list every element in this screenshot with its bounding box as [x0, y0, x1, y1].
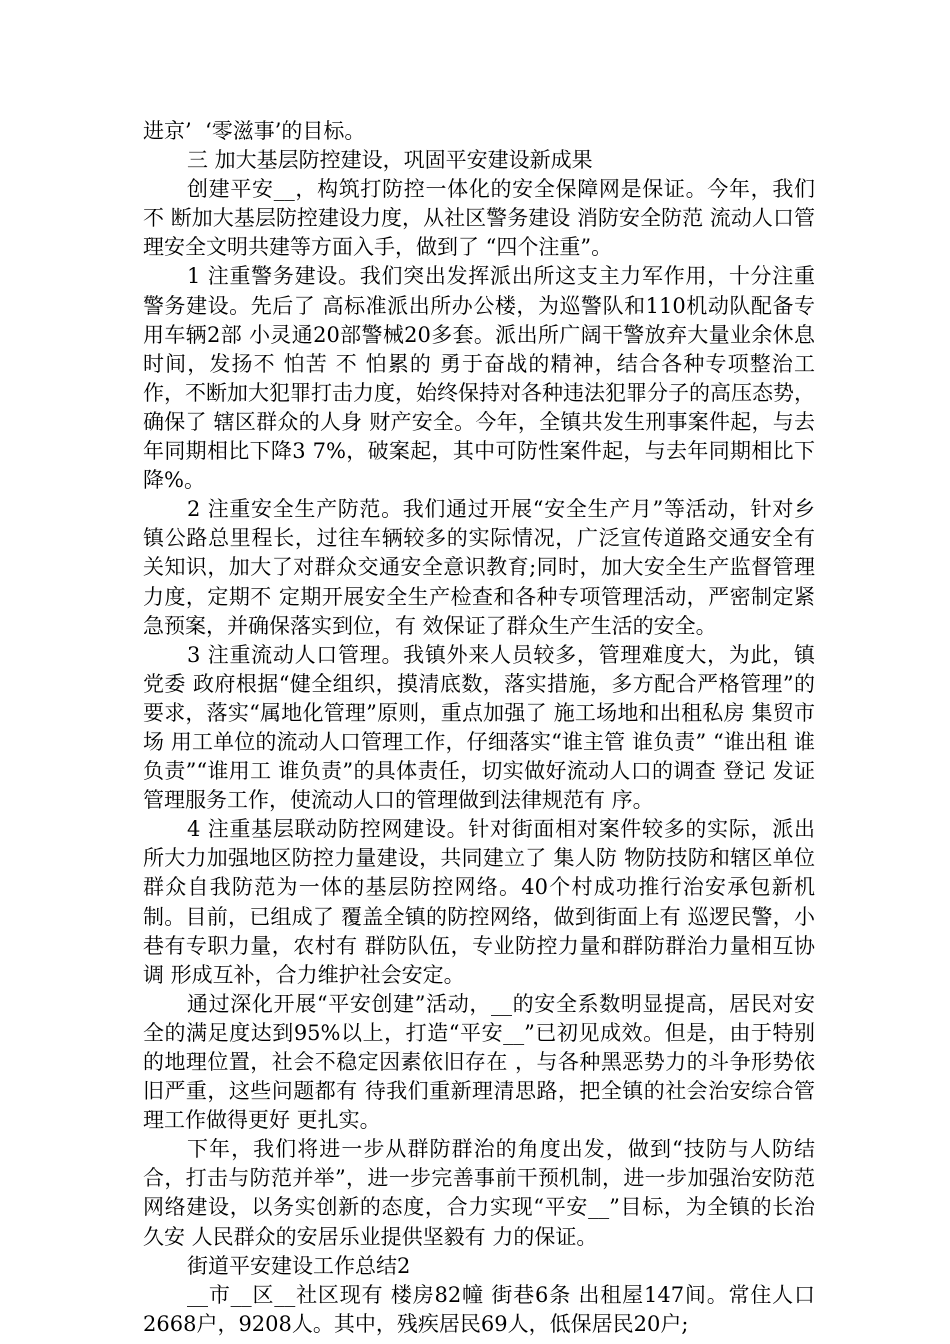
paragraph: 创建平安__，构筑打防控一体化的安全保障网是保证。今年，我们不 断加大基层防控建设力度，从社区警务建设 消防安全防范 流动人口管理安全文明共建等方面入手，做到了 “四个注重”。	[143, 177, 815, 260]
section-heading: 三 加大基层防控建设，巩固平安建设新成果	[187, 148, 593, 173]
paragraph: 3 注重流动人口管理。我镇外来人员较多，管理难度大，为此，镇党委 政府根据“健全组织，摸清底数，落实措施，多方配合严格管理”的要求，落实“属地化管理”原则，重点加强了 施工场地和出租私房 集贸市场 用工单位的流动人口管理工作，仔细落实“谁主管 谁负责” “谁出租 谁负责”“谁用工 谁负责”的具体责任，切实做好流动人口的调查 登记 发证管理服务工作，使流动人口的管理做到法律规范有 序。	[143, 642, 815, 813]
paragraph: 进京’ ‘零滋事’的目标。	[143, 119, 366, 143]
paragraph: 1 注重警务建设。我们突出发挥派出所这支主力军作用，十分注重警务建设。先后了 高标准派出所办公楼，为巡警队和110机动队配备专用车辆2部 小灵通20部警械20多套。派出所广阔干警放弃大量业余休息时间，发扬不 怕苦 不 怕累的 勇于奋战的精神，结合各种专项整治工作，不断加大犯罪打击力度，始终保持对各种违法犯罪分子的高压态势，确保了 辖区群众的人身 财产安全。今年，全镇共发生刑事案件起，与去年同期相比下降3 7%，破案起，其中可防性案件起，与去年同期相比下降%。	[143, 264, 815, 493]
paragraph: __市__区__社区现有 楼房82幢 街巷6条 出租屋147间。常住人口2668户，9208人。其中，残疾居民69人，低保居民20户;	[143, 1282, 815, 1336]
section-title: 街道平安建设工作总结2	[187, 1253, 411, 1278]
paragraph: 2 注重安全生产防范。我们通过开展“安全生产月”等活动，针对乡镇公路总里程长，过往车辆较多的实际情况，广泛宣传道路交通安全有 关知识，加大了对群众交通安全意识教育;同时，加大安全生产监督管理力度，定期不 定期开展安全生产检查和各种专项管理活动，严密制定紧急预案，并确保落实到位，有 效保证了群众生产生活的安全。	[143, 497, 822, 638]
paragraph: 通过深化开展“平安创建”活动，__的安全系数明显提高，居民对安全的满足度达到95%以上，打造“平安__”已初见成效。但是，由于特别的地理位置，社会不稳定因素依旧存在 ，与各种黑恶势力的斗争形势依旧严重，这些问题都有 待我们重新理清思路，把全镇的社会治安综合管理工作做得更好 更扎实。	[143, 991, 815, 1133]
paragraph: 下年，我们将进一步从群防群治的角度出发，做到“技防与人防结合，打击与防范并举”，进一步完善事前干预机制，进一步加强治安防范网络建设，以务实创新的态度，合力实现“平安__”目标，为全镇的长治久安 人民群众的安居乐业提供坚毅有 力的保证。	[143, 1137, 815, 1249]
document-body	[143, 117, 822, 1339]
paragraph: 4 注重基层联动防控网建设。针对街面相对案件较多的实际，派出所大力加强地区防控力量建设，共同建立了 集人防 物防技防和辖区单位群众自我防范为一体的基层防控网络。40个村成功推行治安承包新机制。目前，已组成了 覆盖全镇的防控网络，做到街面上有 巡逻民警，小巷有专职力量，农村有 群防队伍，专业防控力量和群防群治力量相互协调 形成互补，合力维护社会安定。	[143, 817, 815, 987]
